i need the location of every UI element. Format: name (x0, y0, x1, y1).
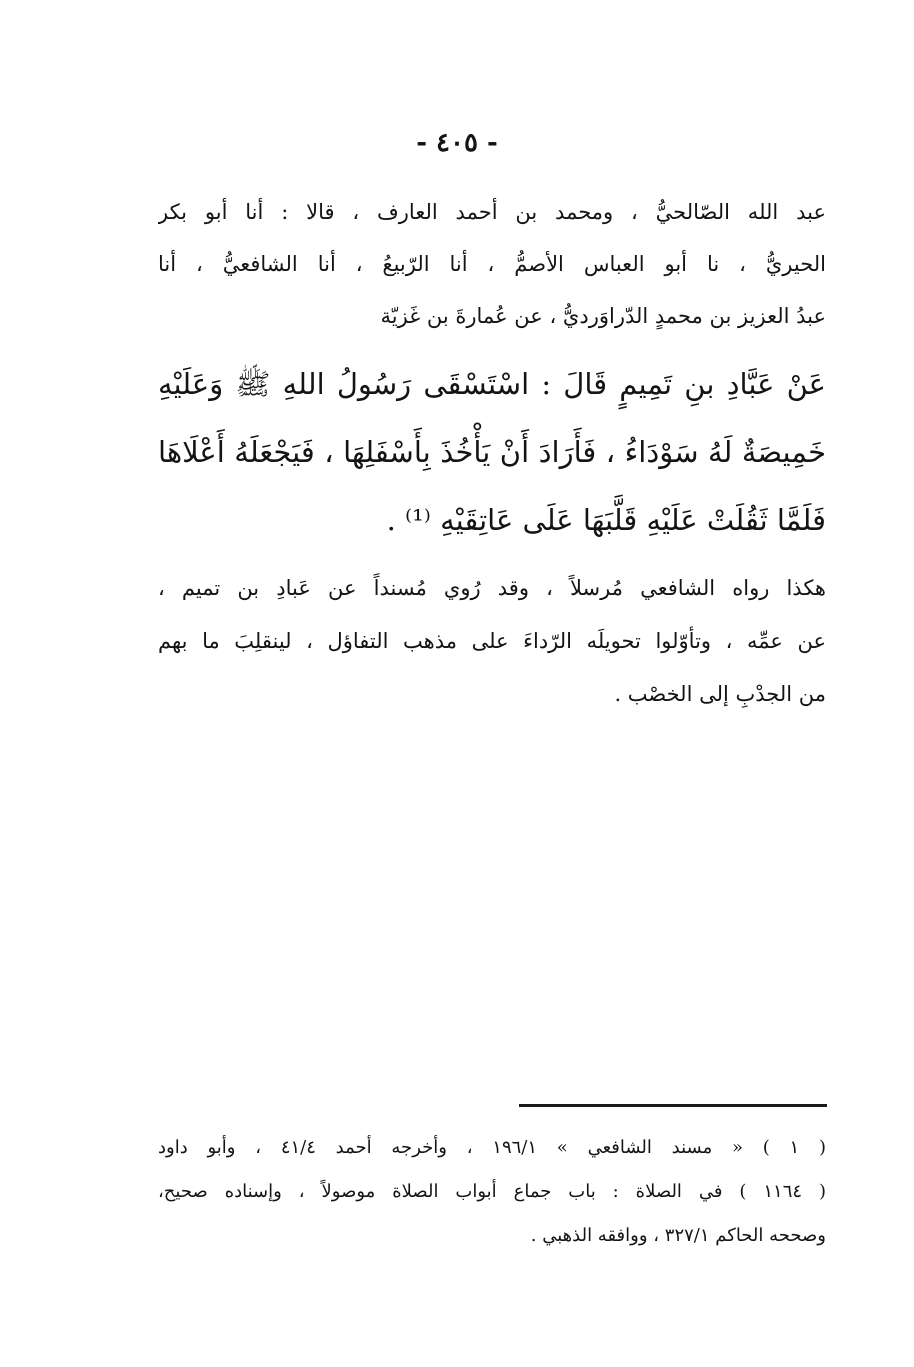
commentary-line: هكذا رواه الشافعي مُرسلاً ، وقد رُوي مُسنداً عن عَبادِ بن تميم ، (158, 576, 826, 600)
footnotes (158, 1126, 826, 1258)
isnad-paragraph (158, 186, 826, 342)
hadith-line: فَلَمَّا ثَقُلَتْ عَلَيْهِ قَلَّبَهَا عَلَى عَاتِقَيْهِ ⁽¹⁾ . (386, 503, 826, 537)
page-number: - ٤٠٥ - (416, 128, 498, 158)
hadith-line: عَنْ عَبَّادِ بنِ تَمِيمٍ قَالَ : اسْتَسْقَى رَسُولُ اللهِ ﷺ وَعَلَيْهِ (158, 367, 826, 401)
isnad-line: الحيريُّ ، نا أبو العباس الأصمُّ ، أنا الرّبيعُ ، أنا الشافعيُّ ، أنا (158, 252, 826, 276)
isnad-line: عبد الله الصّالحيُّ ، ومحمد بن أحمد العارف ، قالا : أنا أبو بكر (158, 200, 826, 224)
hadith-line: خَمِيصَةٌ لَهُ سَوْدَاءُ ، فَأَرَادَ أَنْ يَأْخُذَ بِأَسْفَلِهَا ، فَيَجْعَلَهُ أَعْلَاهَا (158, 435, 826, 469)
commentary-line: عن عمِّه ، وتأوّلوا تحويلَه الرّداءَ على مذهب التفاؤل ، لينقلِبَ ما بهم (158, 629, 826, 653)
isnad-line: عبدُ العزيز بن محمدٍ الدّراوَرديُّ ، عن عُمارةَ بن غَزيّة (380, 304, 826, 328)
footnote-line: ( ١ ) « مسند الشافعي » ١٩٦/١ ، وأخرجه أحمد ٤١/٤ ، وأبو داود (158, 1137, 826, 1158)
hadith-text (158, 350, 826, 554)
commentary-line: من الجدْبِ إلى الخصْب . (614, 682, 826, 706)
commentary-paragraph (158, 562, 826, 721)
footnote-separator (519, 1104, 827, 1107)
footnote-line: ( ١١٦٤ ) في الصلاة : باب جماع أبواب الصلاة موصولاً ، وإسناده صحيح، (158, 1181, 826, 1202)
footnote-line: وصححه الحاكم ٣٢٧/١ ، ووافقه الذهبي . (530, 1225, 826, 1246)
